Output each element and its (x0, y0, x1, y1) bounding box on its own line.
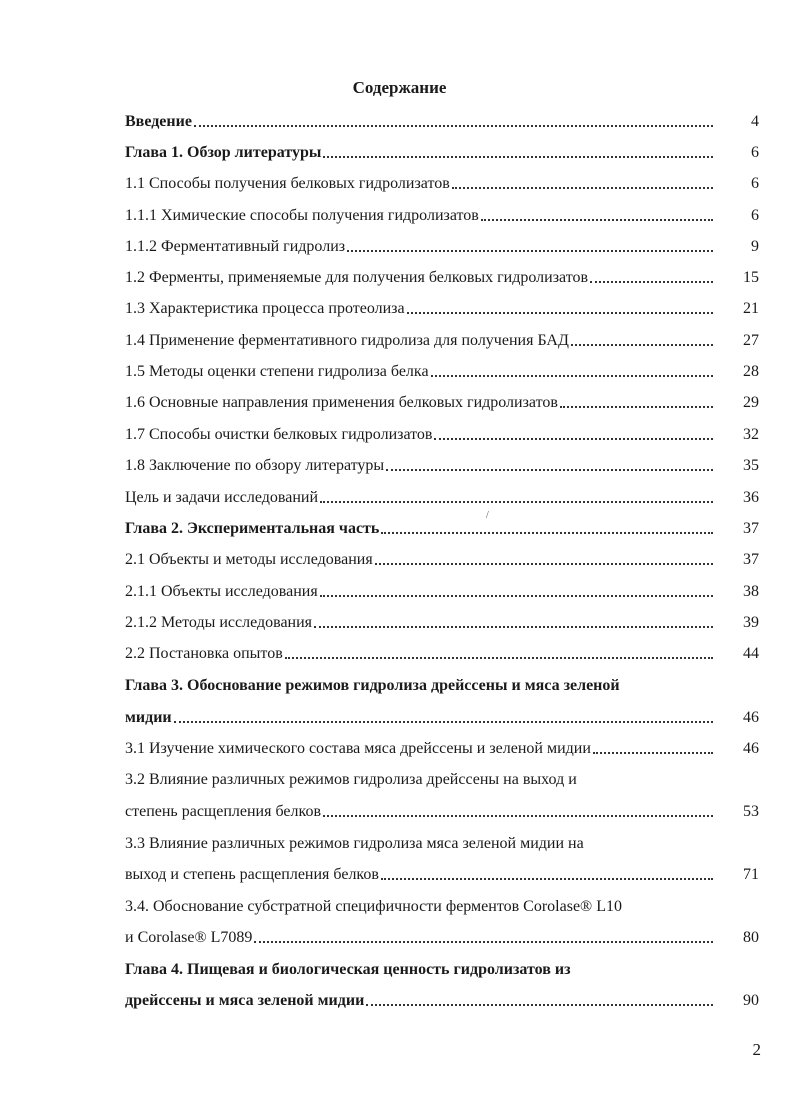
toc-entry (125, 266, 715, 288)
toc-entry (125, 110, 715, 132)
toc-entry-label: 1.6 Основные направления применения белковых гидролизатов (125, 394, 558, 411)
toc-entry-page: 80 (743, 929, 759, 946)
toc-leader-dots (407, 310, 713, 314)
toc-entry-label: 1.5 Методы оценки степени гидролиза белка (125, 363, 429, 380)
toc-entry-page: 38 (743, 583, 759, 600)
toc-entry-page: 71 (743, 866, 759, 883)
toc-entry-page: 36 (743, 489, 759, 506)
toc-entry-page: 37 (743, 520, 759, 537)
toc-entry-label: Введение (125, 113, 192, 130)
toc-entry-label: 2.1.1 Объекты исследования (125, 583, 318, 600)
stray-mark: / (486, 510, 489, 521)
toc-entry-page: 28 (743, 363, 759, 380)
toc-entry (125, 329, 715, 351)
toc-entry-label: 1.3 Характеристика процесса протеолиза (125, 300, 405, 317)
toc-entry (125, 360, 715, 382)
toc-entry-label: 1.2 Ферменты, применяемые для получения белковых гидролизатов (125, 269, 589, 286)
page-number: 2 (752, 1040, 761, 1059)
toc-entry-page: 9 (751, 238, 759, 255)
toc-entry-page: 6 (751, 144, 759, 161)
toc-entry (125, 391, 715, 413)
toc-entry (125, 737, 715, 759)
toc-entry-page: 90 (743, 992, 759, 1009)
toc-leader-dots (347, 248, 713, 252)
toc-entry-label: 3.3 Влияние различных режимов гидролиза мяса зеленой мидии на (125, 835, 584, 852)
toc-entry (125, 895, 715, 917)
toc-leader-dots (560, 404, 713, 408)
toc-leader-dots (375, 561, 713, 565)
toc-entry-label: Глава 4. Пищевая и биологическая ценность гидролизатов из (125, 961, 571, 978)
toc-entry (125, 204, 715, 226)
toc-entry-label: 2.1.2 Методы исследования (125, 614, 313, 631)
toc-leader-dots (590, 279, 713, 283)
toc-entry (125, 141, 715, 163)
toc-entry (125, 958, 715, 980)
toc-entry-label: 1.1.1 Химические способы получения гидролизатов (125, 207, 479, 224)
toc-entry-page: 35 (743, 457, 759, 474)
toc-entry-label: 1.4 Применение ферментативного гидролиза для получения БАД (125, 332, 569, 349)
toc-entry-label: Глава 3. Обоснование режимов гидролиза дрейссены и мяса зеленой (125, 677, 620, 694)
toc-entry (125, 517, 715, 539)
toc-entry (125, 486, 715, 508)
toc-leader-dots (314, 624, 713, 628)
toc-entry-label: мидии (125, 709, 172, 726)
toc-leader-dots (431, 373, 713, 377)
toc-entry (125, 611, 715, 633)
toc-entry-page: 6 (751, 175, 759, 192)
toc-entry (125, 989, 715, 1011)
toc-entry-page: 21 (743, 300, 759, 317)
toc-leader-dots (194, 123, 713, 127)
toc-entry-label: и Corolase® L7089 (125, 929, 253, 946)
toc-leader-dots (381, 876, 713, 880)
toc-leader-dots (174, 719, 713, 723)
toc-leader-dots (366, 1002, 713, 1006)
toc-entry-label: 1.1 Способы получения белковых гидролизатов (125, 175, 450, 192)
toc-entry-label: Цель и задачи исследований (125, 489, 319, 506)
toc-entry-label: 2.1 Объекты и методы исследования (125, 551, 373, 568)
toc-leader-dots (320, 593, 713, 597)
toc-leader-dots (320, 499, 713, 503)
toc-leader-dots (386, 467, 713, 471)
toc-entry (125, 706, 715, 728)
toc-leader-dots (434, 436, 713, 440)
toc-entry-label: 2.2 Постановка опытов (125, 645, 283, 662)
toc-entry (125, 674, 715, 696)
toc-leader-dots (571, 342, 713, 346)
toc-entry (125, 172, 715, 194)
toc-entry-page: 44 (743, 645, 759, 662)
toc-entry (125, 863, 715, 885)
toc-leader-dots (481, 217, 713, 221)
toc-leader-dots (593, 750, 713, 754)
toc-entry (125, 642, 715, 664)
toc-title: Содержание (352, 78, 447, 97)
toc-entry (125, 548, 715, 570)
toc-entry-page: 39 (743, 614, 759, 631)
toc-leader-dots (452, 185, 713, 189)
toc-entry-label: степень расщепления белков (125, 803, 322, 820)
toc-entry-page: 32 (743, 426, 759, 443)
toc-leader-dots (323, 813, 713, 817)
toc-entry-label: дрейссены и мяса зеленой мидии (125, 992, 365, 1009)
toc-entry-page: 27 (743, 332, 759, 349)
toc-entry (125, 832, 715, 854)
toc-entry-page: 46 (743, 709, 759, 726)
toc-entry-label: Глава 1. Обзор литературы (125, 144, 322, 161)
toc-entry-page: 29 (743, 394, 759, 411)
toc-entry-page: 6 (751, 207, 759, 224)
toc-leader-dots (285, 655, 713, 659)
toc-entry-label: 1.7 Способы очистки белковых гидролизатов (125, 426, 433, 443)
toc-entry-page: 4 (751, 113, 759, 130)
toc-entry (125, 235, 715, 257)
toc-entry-label: 1.1.2 Ферментативный гидролиз (125, 238, 346, 255)
toc-entry (125, 297, 715, 319)
toc-leader-dots (381, 530, 713, 534)
toc-entry (125, 926, 715, 948)
toc-entry (125, 454, 715, 476)
toc-entry-page: 37 (743, 551, 759, 568)
toc-entry-label: 1.8 Заключение по обзору литературы (125, 457, 385, 474)
toc-entry-page: 53 (743, 803, 759, 820)
toc-entry (125, 580, 715, 602)
toc-leader-dots (254, 939, 713, 943)
toc-entry-label: 3.1 Изучение химического состава мяса дрейссены и зеленой мидии (125, 740, 591, 757)
toc-leader-dots (323, 154, 713, 158)
toc-entry-label: 3.4. Обоснование субстратной специфичности ферментов Corolase® L10 (125, 898, 622, 915)
toc-entry (125, 800, 715, 822)
toc-entry-page: 46 (743, 740, 759, 757)
toc-entry (125, 423, 715, 445)
toc-entry-page: 15 (743, 269, 759, 286)
toc-entry-label: Глава 2. Экспериментальная часть (125, 520, 380, 537)
toc-entry (125, 768, 715, 790)
toc-entry-label: 3.2 Влияние различных режимов гидролиза дрейссены на выход и (125, 771, 577, 788)
toc-entry-label: выход и степень расщепления белков (125, 866, 379, 883)
